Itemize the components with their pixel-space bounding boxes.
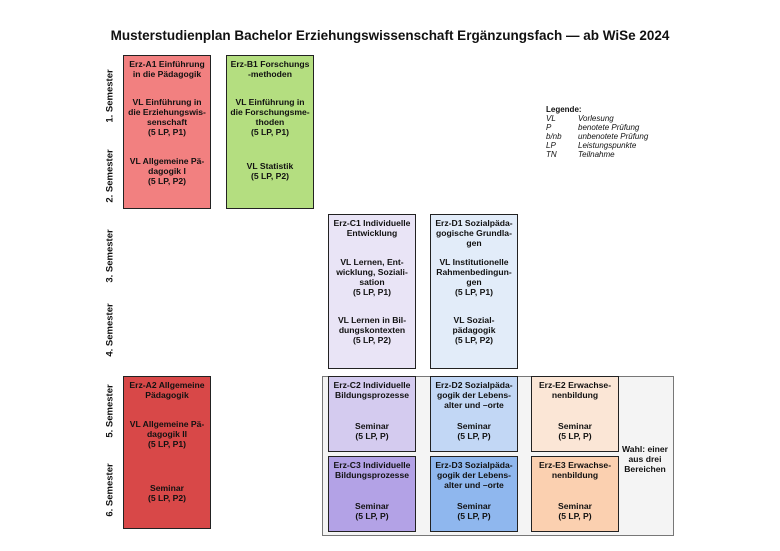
course-label: VL Einführung in die Erziehungswis- senschaft (5 LP, P1) xyxy=(128,97,206,137)
module-title: Erz-C3 Individuelle Bildungsprozesse xyxy=(333,460,411,480)
course-label: VL Allgemeine Pä- dagogik II (5 LP, P1) xyxy=(129,419,205,449)
course-label: VL Statistik (5 LP, P2) xyxy=(246,161,294,181)
module-title: Erz-C2 Individuelle Bildungsprozesse xyxy=(333,380,411,400)
module-erz-e2 xyxy=(531,376,619,452)
module-erz-a1 xyxy=(123,55,211,209)
course-label: Seminar (5 LP, P) xyxy=(355,501,389,521)
module-erz-d2 xyxy=(430,376,518,452)
module-erz-d3 xyxy=(430,456,518,532)
legend-title: Legende: xyxy=(546,105,582,114)
module-title: Erz-B1 Forschungs -methoden xyxy=(230,59,310,79)
legend-item-tn: TN Teilnahme xyxy=(546,150,615,159)
course-label: Seminar (5 LP, P) xyxy=(355,421,389,441)
module-erz-a2 xyxy=(123,376,211,529)
module-erz-c1 xyxy=(328,214,416,369)
module-erz-c3 xyxy=(328,456,416,532)
course-label: VL Einführung in die Forschungsme- thoden (5 LP, P1) xyxy=(230,97,310,137)
module-title: Erz-D3 Sozialpäda- gogik der Lebens- alter und –orte xyxy=(435,460,513,490)
module-title: Erz-A1 Einführung in die Pädagogik xyxy=(129,59,205,79)
legend-item-p: P benotete Prüfung xyxy=(546,123,640,132)
module-erz-d1 xyxy=(430,214,518,369)
module-erz-e3 xyxy=(531,456,619,532)
legend-item-bnb: b/nb unbenotete Prüfung xyxy=(546,132,649,141)
legend-item-lp: LP Leistungspunkte xyxy=(546,141,637,150)
course-label: VL Allgemeine Pä- dagogik I (5 LP, P2) xyxy=(129,156,205,186)
course-label: Seminar (5 LP, P2) xyxy=(147,483,187,503)
page-title: Musterstudienplan Bachelor Erziehungswissenschaft Ergänzungsfach — ab WiSe 2024 xyxy=(110,28,670,43)
course-label: VL Institutionelle Rahmenbedingun- gen (5 LP, P1) xyxy=(436,257,512,297)
course-label: VL Lernen, Ent- wicklung, Soziali- sation (5 LP, P1) xyxy=(336,257,408,297)
course-label: VL Sozial- pädagogik (5 LP, P2) xyxy=(452,315,496,345)
course-label: Seminar (5 LP, P) xyxy=(558,421,592,441)
course-label: Seminar (5 LP, P) xyxy=(457,421,491,441)
elective-group-label: Wahl: einer aus drei Bereichen xyxy=(622,444,668,474)
module-title: Erz-A2 Allgemeine Pädagogik xyxy=(129,380,205,400)
course-label: VL Lernen in Bil- dungskontexten (5 LP, P2) xyxy=(337,315,407,345)
legend xyxy=(546,105,648,159)
module-erz-c2 xyxy=(328,376,416,452)
module-title: Erz-E3 Erwachse- nenbildung xyxy=(538,460,612,480)
module-erz-b1 xyxy=(226,55,314,209)
module-title: Erz-D2 Sozialpäda- gogik der Lebens- alter und –orte xyxy=(435,380,513,410)
module-title: Erz-D1 Sozialpäda- gogische Grundla- gen xyxy=(435,218,513,248)
legend-item-vl: VL Vorlesung xyxy=(546,114,614,123)
module-title: Erz-E2 Erwachse- nenbildung xyxy=(538,380,612,400)
course-label: Seminar (5 LP, P) xyxy=(558,501,592,521)
module-title: Erz-C1 Individuelle Entwicklung xyxy=(333,218,411,238)
course-label: Seminar (5 LP, P) xyxy=(457,501,491,521)
